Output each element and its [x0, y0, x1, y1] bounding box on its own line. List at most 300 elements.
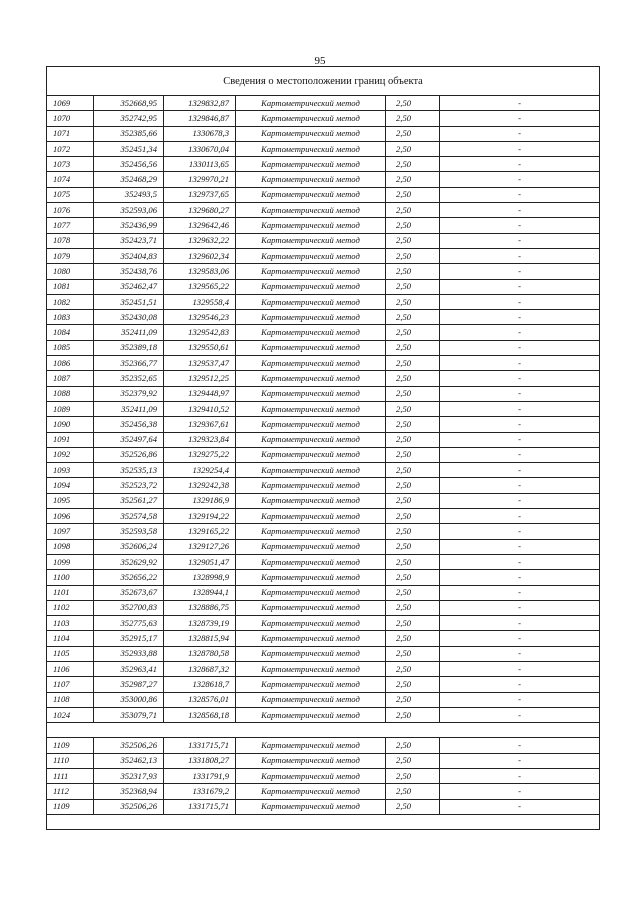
- table-row: [47, 631, 600, 646]
- point-number-cell: 1107: [47, 677, 94, 692]
- point-number-cell: 1109: [47, 738, 94, 753]
- y-coordinate-cell: 1330113,65: [164, 157, 236, 172]
- table-row: [47, 310, 600, 325]
- x-coordinate-cell: 352668,95: [94, 96, 164, 111]
- point-number-cell: 1024: [47, 707, 94, 722]
- x-coordinate-cell: 352561,27: [94, 493, 164, 508]
- table-row: [47, 509, 600, 524]
- table-row: [47, 96, 600, 111]
- y-coordinate-cell: 1331679,2: [164, 784, 236, 799]
- x-coordinate-cell: 352436,99: [94, 218, 164, 233]
- x-coordinate-cell: 352574,58: [94, 509, 164, 524]
- accuracy-cell: 2,50: [386, 279, 440, 294]
- accuracy-cell: 2,50: [386, 616, 440, 631]
- accuracy-cell: 2,50: [386, 340, 440, 355]
- x-coordinate-cell: 352933,88: [94, 646, 164, 661]
- x-coordinate-cell: 352389,18: [94, 340, 164, 355]
- accuracy-cell: 2,50: [386, 111, 440, 126]
- method-cell: Картометрический метод: [236, 111, 386, 126]
- table-row: [47, 799, 600, 814]
- method-cell: Картометрический метод: [236, 126, 386, 141]
- description-cell: -: [440, 539, 600, 554]
- accuracy-cell: 2,50: [386, 386, 440, 401]
- y-coordinate-cell: 1329186,9: [164, 493, 236, 508]
- method-cell: Картометрический метод: [236, 294, 386, 309]
- method-cell: Картометрический метод: [236, 799, 386, 814]
- y-coordinate-cell: 1329410,52: [164, 401, 236, 416]
- method-cell: Картометрический метод: [236, 371, 386, 386]
- x-coordinate-cell: 352368,94: [94, 784, 164, 799]
- method-cell: Картометрический метод: [236, 784, 386, 799]
- table-row: [47, 340, 600, 355]
- method-cell: Картометрический метод: [236, 141, 386, 156]
- method-cell: Картометрический метод: [236, 417, 386, 432]
- x-coordinate-cell: 352742,95: [94, 111, 164, 126]
- table-title-row: [47, 67, 600, 96]
- accuracy-cell: 2,50: [386, 310, 440, 325]
- table-row: [47, 141, 600, 156]
- description-cell: -: [440, 356, 600, 371]
- method-cell: Картометрический метод: [236, 493, 386, 508]
- point-number-cell: 1075: [47, 187, 94, 202]
- point-number-cell: 1073: [47, 157, 94, 172]
- method-cell: Картометрический метод: [236, 96, 386, 111]
- description-cell: -: [440, 447, 600, 462]
- point-number-cell: 1076: [47, 203, 94, 218]
- method-cell: Картометрический метод: [236, 447, 386, 462]
- table-row: [47, 493, 600, 508]
- accuracy-cell: 2,50: [386, 371, 440, 386]
- point-number-cell: 1095: [47, 493, 94, 508]
- x-coordinate-cell: 352593,58: [94, 524, 164, 539]
- table-row: [47, 447, 600, 462]
- table-row: [47, 294, 600, 309]
- accuracy-cell: 2,50: [386, 539, 440, 554]
- y-coordinate-cell: 1330678,3: [164, 126, 236, 141]
- y-coordinate-cell: 1328998,9: [164, 570, 236, 585]
- table-row: [47, 386, 600, 401]
- y-coordinate-cell: 1328739,19: [164, 616, 236, 631]
- accuracy-cell: 2,50: [386, 554, 440, 569]
- x-coordinate-cell: 352606,24: [94, 539, 164, 554]
- point-number-cell: 1105: [47, 646, 94, 661]
- table-row: [47, 478, 600, 493]
- point-number-cell: 1084: [47, 325, 94, 340]
- table-row: [47, 218, 600, 233]
- x-coordinate-cell: 352987,27: [94, 677, 164, 692]
- x-coordinate-cell: 352497,64: [94, 432, 164, 447]
- method-cell: Картометрический метод: [236, 356, 386, 371]
- accuracy-cell: 2,50: [386, 157, 440, 172]
- method-cell: Картометрический метод: [236, 432, 386, 447]
- table-row: [47, 417, 600, 432]
- y-coordinate-cell: 1329970,21: [164, 172, 236, 187]
- method-cell: Картометрический метод: [236, 570, 386, 585]
- method-cell: Картометрический метод: [236, 738, 386, 753]
- y-coordinate-cell: 1329127,26: [164, 539, 236, 554]
- description-cell: -: [440, 554, 600, 569]
- y-coordinate-cell: 1331715,71: [164, 799, 236, 814]
- x-coordinate-cell: 352523,72: [94, 478, 164, 493]
- y-coordinate-cell: 1329846,87: [164, 111, 236, 126]
- accuracy-cell: 2,50: [386, 570, 440, 585]
- table-row: [47, 401, 600, 416]
- accuracy-cell: 2,50: [386, 509, 440, 524]
- description-cell: -: [440, 661, 600, 676]
- point-number-cell: 1104: [47, 631, 94, 646]
- x-coordinate-cell: 352629,92: [94, 554, 164, 569]
- accuracy-cell: 2,50: [386, 661, 440, 676]
- table-row: [47, 539, 600, 554]
- y-coordinate-cell: 1329051,47: [164, 554, 236, 569]
- accuracy-cell: 2,50: [386, 141, 440, 156]
- y-coordinate-cell: 1329254,4: [164, 463, 236, 478]
- table-title: Сведения о местоположении границ объекта: [47, 67, 600, 96]
- y-coordinate-cell: 1329512,25: [164, 371, 236, 386]
- description-cell: -: [440, 141, 600, 156]
- description-cell: -: [440, 248, 600, 263]
- table-row: [47, 600, 600, 615]
- point-number-cell: 1092: [47, 447, 94, 462]
- x-coordinate-cell: 352915,17: [94, 631, 164, 646]
- method-cell: Картометрический метод: [236, 539, 386, 554]
- y-coordinate-cell: 1329642,46: [164, 218, 236, 233]
- method-cell: Картометрический метод: [236, 554, 386, 569]
- method-cell: Картометрический метод: [236, 157, 386, 172]
- description-cell: -: [440, 96, 600, 111]
- y-coordinate-cell: 1329194,22: [164, 509, 236, 524]
- accuracy-cell: 2,50: [386, 478, 440, 493]
- method-cell: Картометрический метод: [236, 631, 386, 646]
- table-row: [47, 187, 600, 202]
- y-coordinate-cell: 1329550,61: [164, 340, 236, 355]
- description-cell: -: [440, 310, 600, 325]
- x-coordinate-cell: 352506,26: [94, 738, 164, 753]
- y-coordinate-cell: 1329275,22: [164, 447, 236, 462]
- accuracy-cell: 2,50: [386, 646, 440, 661]
- description-cell: -: [440, 187, 600, 202]
- method-cell: Картометрический метод: [236, 478, 386, 493]
- method-cell: Картометрический метод: [236, 661, 386, 676]
- table-row: [47, 233, 600, 248]
- table-row: [47, 264, 600, 279]
- point-number-cell: 1078: [47, 233, 94, 248]
- table-row: [47, 203, 600, 218]
- description-cell: -: [440, 371, 600, 386]
- accuracy-cell: 2,50: [386, 417, 440, 432]
- accuracy-cell: 2,50: [386, 233, 440, 248]
- accuracy-cell: 2,50: [386, 524, 440, 539]
- accuracy-cell: 2,50: [386, 401, 440, 416]
- y-coordinate-cell: 1328780,58: [164, 646, 236, 661]
- description-cell: -: [440, 677, 600, 692]
- accuracy-cell: 2,50: [386, 585, 440, 600]
- accuracy-cell: 2,50: [386, 294, 440, 309]
- description-cell: -: [440, 233, 600, 248]
- x-coordinate-cell: 352656,22: [94, 570, 164, 585]
- point-number-cell: 1109: [47, 799, 94, 814]
- y-coordinate-cell: 1329242,38: [164, 478, 236, 493]
- y-coordinate-cell: 1329165,22: [164, 524, 236, 539]
- table-row: [47, 677, 600, 692]
- description-cell: -: [440, 478, 600, 493]
- point-number-cell: 1108: [47, 692, 94, 707]
- y-coordinate-cell: 1329602,34: [164, 248, 236, 263]
- y-coordinate-cell: 1329542,83: [164, 325, 236, 340]
- contour-separator-row: [47, 723, 600, 738]
- table-row: [47, 524, 600, 539]
- y-coordinate-cell: 1328815,94: [164, 631, 236, 646]
- accuracy-cell: 2,50: [386, 631, 440, 646]
- y-coordinate-cell: 1329448,97: [164, 386, 236, 401]
- page-number: 95: [314, 55, 326, 67]
- point-number-cell: 1099: [47, 554, 94, 569]
- table-row: [47, 463, 600, 478]
- point-number-cell: 1069: [47, 96, 94, 111]
- y-coordinate-cell: 1329832,87: [164, 96, 236, 111]
- point-number-cell: 1096: [47, 509, 94, 524]
- description-cell: -: [440, 646, 600, 661]
- x-coordinate-cell: 352462,47: [94, 279, 164, 294]
- description-cell: -: [440, 126, 600, 141]
- point-number-cell: 1071: [47, 126, 94, 141]
- description-cell: -: [440, 157, 600, 172]
- method-cell: Картометрический метод: [236, 600, 386, 615]
- y-coordinate-cell: 1331791,9: [164, 769, 236, 784]
- accuracy-cell: 2,50: [386, 707, 440, 722]
- description-cell: -: [440, 325, 600, 340]
- accuracy-cell: 2,50: [386, 218, 440, 233]
- point-number-cell: 1077: [47, 218, 94, 233]
- y-coordinate-cell: 1330670,04: [164, 141, 236, 156]
- method-cell: Картометрический метод: [236, 524, 386, 539]
- table-row: [47, 769, 600, 784]
- method-cell: Картометрический метод: [236, 248, 386, 263]
- description-cell: -: [440, 570, 600, 585]
- point-number-cell: 1103: [47, 616, 94, 631]
- description-cell: -: [440, 111, 600, 126]
- description-cell: -: [440, 799, 600, 814]
- table-row: [47, 371, 600, 386]
- y-coordinate-cell: 1329565,22: [164, 279, 236, 294]
- point-number-cell: 1100: [47, 570, 94, 585]
- x-coordinate-cell: 352317,93: [94, 769, 164, 784]
- x-coordinate-cell: 352775,63: [94, 616, 164, 631]
- y-coordinate-cell: 1329680,27: [164, 203, 236, 218]
- description-cell: -: [440, 784, 600, 799]
- point-number-cell: 1094: [47, 478, 94, 493]
- y-coordinate-cell: 1331808,27: [164, 753, 236, 768]
- accuracy-cell: 2,50: [386, 784, 440, 799]
- description-cell: -: [440, 463, 600, 478]
- point-number-cell: 1070: [47, 111, 94, 126]
- point-number-cell: 1087: [47, 371, 94, 386]
- point-number-cell: 1089: [47, 401, 94, 416]
- accuracy-cell: 2,50: [386, 96, 440, 111]
- description-cell: -: [440, 524, 600, 539]
- method-cell: Картометрический метод: [236, 401, 386, 416]
- method-cell: Картометрический метод: [236, 585, 386, 600]
- x-coordinate-cell: 352451,34: [94, 141, 164, 156]
- method-cell: Картометрический метод: [236, 616, 386, 631]
- point-number-cell: 1112: [47, 784, 94, 799]
- point-number-cell: 1093: [47, 463, 94, 478]
- description-cell: -: [440, 493, 600, 508]
- description-cell: -: [440, 218, 600, 233]
- method-cell: Картометрический метод: [236, 677, 386, 692]
- table-row: [47, 157, 600, 172]
- accuracy-cell: 2,50: [386, 799, 440, 814]
- method-cell: Картометрический метод: [236, 769, 386, 784]
- table-row: [47, 707, 600, 722]
- point-number-cell: 1072: [47, 141, 94, 156]
- method-cell: Картометрический метод: [236, 325, 386, 340]
- y-coordinate-cell: 1328568,18: [164, 707, 236, 722]
- description-cell: -: [440, 585, 600, 600]
- accuracy-cell: 2,50: [386, 203, 440, 218]
- x-coordinate-cell: 352379,92: [94, 386, 164, 401]
- description-cell: -: [440, 401, 600, 416]
- accuracy-cell: 2,50: [386, 769, 440, 784]
- x-coordinate-cell: 352673,67: [94, 585, 164, 600]
- y-coordinate-cell: 1331715,71: [164, 738, 236, 753]
- method-cell: Картометрический метод: [236, 753, 386, 768]
- description-cell: -: [440, 692, 600, 707]
- accuracy-cell: 2,50: [386, 600, 440, 615]
- accuracy-cell: 2,50: [386, 692, 440, 707]
- y-coordinate-cell: 1328576,01: [164, 692, 236, 707]
- table-row: [47, 616, 600, 631]
- table-row: [47, 692, 600, 707]
- table-row: [47, 356, 600, 371]
- table-row: [47, 646, 600, 661]
- table-row: [47, 248, 600, 263]
- point-number-cell: 1074: [47, 172, 94, 187]
- description-cell: -: [440, 509, 600, 524]
- method-cell: Картометрический метод: [236, 264, 386, 279]
- point-number-cell: 1085: [47, 340, 94, 355]
- x-coordinate-cell: 352462,13: [94, 753, 164, 768]
- table-row: [47, 172, 600, 187]
- y-coordinate-cell: 1328687,32: [164, 661, 236, 676]
- x-coordinate-cell: 352963,41: [94, 661, 164, 676]
- method-cell: Картометрический метод: [236, 646, 386, 661]
- method-cell: Картометрический метод: [236, 386, 386, 401]
- method-cell: Картометрический метод: [236, 509, 386, 524]
- point-number-cell: 1110: [47, 753, 94, 768]
- description-cell: -: [440, 279, 600, 294]
- y-coordinate-cell: 1328944,1: [164, 585, 236, 600]
- x-coordinate-cell: 352451,51: [94, 294, 164, 309]
- point-number-cell: 1079: [47, 248, 94, 263]
- point-number-cell: 1080: [47, 264, 94, 279]
- method-cell: Картометрический метод: [236, 310, 386, 325]
- x-coordinate-cell: 352430,08: [94, 310, 164, 325]
- accuracy-cell: 2,50: [386, 248, 440, 263]
- x-coordinate-cell: 352468,29: [94, 172, 164, 187]
- description-cell: -: [440, 631, 600, 646]
- description-cell: -: [440, 203, 600, 218]
- method-cell: Картометрический метод: [236, 692, 386, 707]
- y-coordinate-cell: 1329323,84: [164, 432, 236, 447]
- table-row: [47, 753, 600, 768]
- accuracy-cell: 2,50: [386, 126, 440, 141]
- description-cell: -: [440, 172, 600, 187]
- description-cell: -: [440, 417, 600, 432]
- x-coordinate-cell: 352411,09: [94, 401, 164, 416]
- x-coordinate-cell: 352593,06: [94, 203, 164, 218]
- accuracy-cell: 2,50: [386, 432, 440, 447]
- method-cell: Картометрический метод: [236, 187, 386, 202]
- table-row: [47, 325, 600, 340]
- description-cell: -: [440, 616, 600, 631]
- accuracy-cell: 2,50: [386, 264, 440, 279]
- contour-separator-row-cell: [47, 723, 600, 738]
- description-cell: -: [440, 753, 600, 768]
- description-cell: -: [440, 340, 600, 355]
- method-cell: Картометрический метод: [236, 340, 386, 355]
- x-coordinate-cell: 352411,09: [94, 325, 164, 340]
- point-number-cell: 1106: [47, 661, 94, 676]
- table-row: [47, 111, 600, 126]
- x-coordinate-cell: 352506,26: [94, 799, 164, 814]
- table-row: [47, 570, 600, 585]
- table-row: [47, 585, 600, 600]
- table-row: [47, 279, 600, 294]
- x-coordinate-cell: 353079,71: [94, 707, 164, 722]
- point-number-cell: 1090: [47, 417, 94, 432]
- accuracy-cell: 2,50: [386, 356, 440, 371]
- accuracy-cell: 2,50: [386, 753, 440, 768]
- description-cell: -: [440, 294, 600, 309]
- accuracy-cell: 2,50: [386, 187, 440, 202]
- y-coordinate-cell: 1329558,4: [164, 294, 236, 309]
- table-row: [47, 554, 600, 569]
- x-coordinate-cell: 352700,83: [94, 600, 164, 615]
- y-coordinate-cell: 1329632,22: [164, 233, 236, 248]
- point-number-cell: 1102: [47, 600, 94, 615]
- point-number-cell: 1086: [47, 356, 94, 371]
- table-end-row-cell: [47, 814, 600, 829]
- point-number-cell: 1111: [47, 769, 94, 784]
- x-coordinate-cell: 353000,86: [94, 692, 164, 707]
- table-row: [47, 432, 600, 447]
- point-number-cell: 1081: [47, 279, 94, 294]
- accuracy-cell: 2,50: [386, 677, 440, 692]
- method-cell: Картометрический метод: [236, 172, 386, 187]
- x-coordinate-cell: 352456,56: [94, 157, 164, 172]
- accuracy-cell: 2,50: [386, 738, 440, 753]
- y-coordinate-cell: 1329737,65: [164, 187, 236, 202]
- y-coordinate-cell: 1328886,75: [164, 600, 236, 615]
- y-coordinate-cell: 1329537,47: [164, 356, 236, 371]
- method-cell: Картометрический метод: [236, 707, 386, 722]
- x-coordinate-cell: 352493,5: [94, 187, 164, 202]
- boundary-coordinates-table: [46, 66, 600, 830]
- method-cell: Картометрический метод: [236, 463, 386, 478]
- method-cell: Картометрический метод: [236, 233, 386, 248]
- table-row: [47, 784, 600, 799]
- description-cell: -: [440, 386, 600, 401]
- method-cell: Картометрический метод: [236, 218, 386, 233]
- table-row: [47, 126, 600, 141]
- accuracy-cell: 2,50: [386, 493, 440, 508]
- accuracy-cell: 2,50: [386, 325, 440, 340]
- description-cell: -: [440, 738, 600, 753]
- table-end-row: [47, 814, 600, 829]
- point-number-cell: 1082: [47, 294, 94, 309]
- x-coordinate-cell: 352526,86: [94, 447, 164, 462]
